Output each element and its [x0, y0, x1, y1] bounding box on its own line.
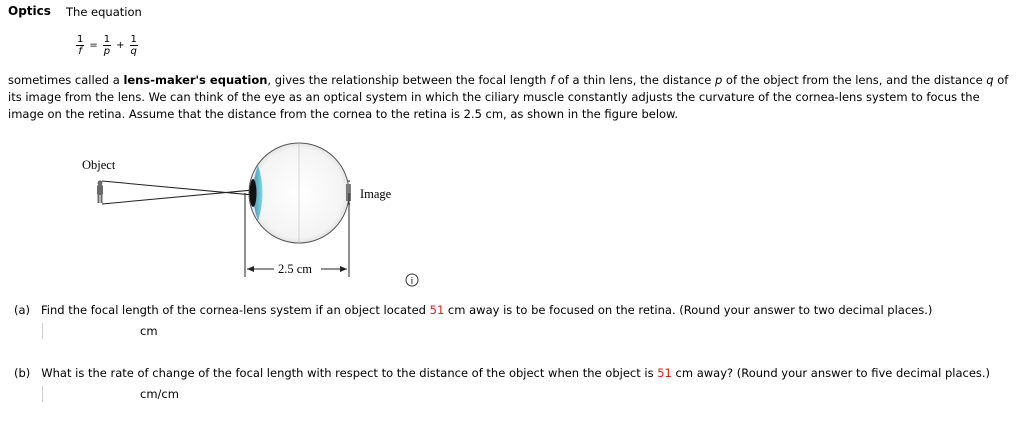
text: What is the rate of change of the focal length with respect to the distance of the object when the object is	[41, 366, 658, 380]
numerator: 1	[130, 34, 137, 45]
problem-description	[8, 72, 1018, 123]
eye-figure	[70, 132, 410, 285]
object-label: Object	[82, 158, 116, 172]
answer-input-b[interactable]	[42, 386, 44, 402]
denominator: f	[78, 46, 82, 57]
object-figure	[97, 180, 103, 203]
denominator: p	[103, 46, 111, 57]
arrowhead-right	[340, 266, 347, 272]
answer-input-a[interactable]	[42, 323, 44, 339]
numerator: 1	[77, 34, 84, 45]
distance-label: 2.5 cm	[278, 262, 313, 276]
equals-sign: =	[89, 40, 98, 51]
highlighted-value: 51	[657, 366, 672, 380]
arrowhead-left	[247, 266, 254, 272]
var-p: p	[714, 73, 723, 87]
fraction-1-over-q	[130, 34, 138, 57]
var-q: q	[986, 73, 994, 87]
text: sometimes called a	[8, 73, 124, 87]
intro-text: The equation	[66, 5, 142, 19]
highlighted-value: 51	[429, 303, 445, 317]
text: of a thin lens, the distance	[554, 73, 715, 87]
answer-unit-a: cm	[140, 324, 158, 338]
fraction-1-over-p	[103, 34, 111, 57]
image-label: Image	[360, 187, 392, 201]
question-label: (b)	[14, 366, 31, 380]
text: of its image from the lens. We can think of the eye as an optical system in which the ciliary muscle constantly adjusts the curvature of the cornea-lens system to focus the image on the retina. Assume that the distance from the cornea to the retina is 2.5 cm, as shown in the figure below.	[8, 73, 1009, 121]
question-b	[14, 366, 990, 402]
question-a	[14, 303, 932, 339]
fraction-1-over-f	[76, 34, 84, 57]
text: Find the focal length of the cornea-lens system if an object located	[41, 303, 430, 317]
svg-text:i: i	[410, 276, 414, 287]
term-lens-makers-equation: lens-maker's equation	[123, 73, 268, 87]
text: cm away is to be focused on the retina. (Round your answer to two decimal places.)	[444, 303, 933, 317]
topic-title: Optics	[8, 4, 51, 18]
question-a-text	[14, 303, 932, 317]
answer-unit-b: cm/cm	[140, 387, 179, 401]
question-label: (a)	[14, 303, 31, 317]
text: cm away? (Round your answer to five decimal places.)	[671, 366, 991, 380]
info-icon[interactable]	[405, 273, 419, 290]
lens-equation	[76, 34, 138, 57]
text: of the object from the lens, and the distance	[722, 73, 987, 87]
text: , gives the relationship between the focal length	[267, 73, 551, 87]
denominator: q	[130, 46, 137, 57]
var-f: f	[550, 73, 555, 87]
numerator: 1	[103, 34, 111, 45]
eye-diagram	[70, 132, 410, 282]
plus-sign: +	[116, 40, 125, 51]
cornea-lens	[250, 179, 257, 207]
question-b-text	[14, 366, 990, 380]
